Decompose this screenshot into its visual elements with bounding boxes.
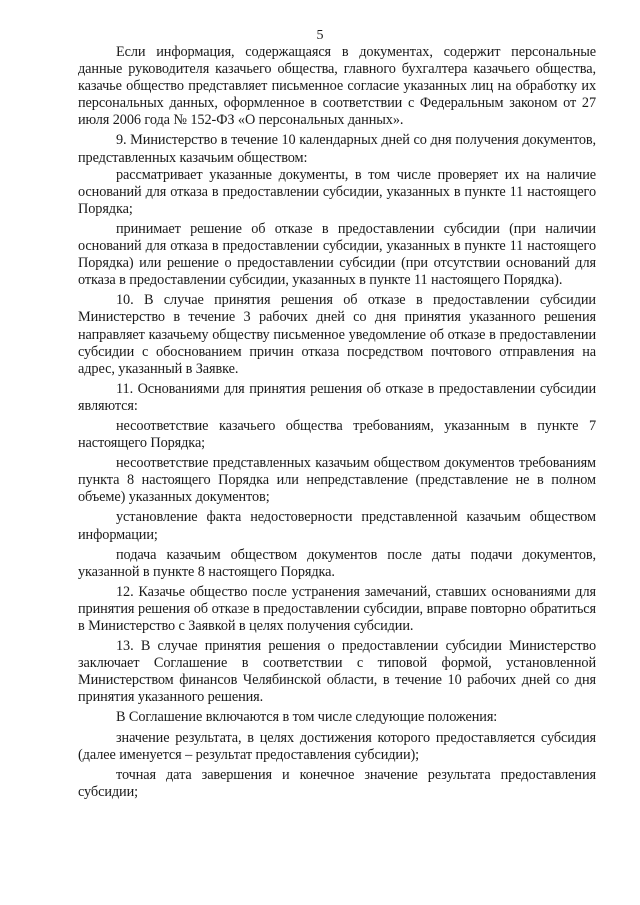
paragraph-clause-11-item-3: установление факта недостоверности представленной казачьим обществом информации; [78, 509, 596, 543]
paragraph-clause-11-item-1: несоответствие казачьего общества требованиям, указанным в пункте 7 настоящего Порядка; [78, 417, 596, 452]
paragraph-completion-date: точная дата завершения и конечное значение результата предоставления субсидии; [78, 766, 596, 800]
paragraph-agreement-provisions: В Соглашение включаются в том числе следующие положения: [116, 709, 498, 726]
paragraph-clause-9-review: рассматривает указанные документы, в том числе проверяет их на наличие оснований для отказа в предоставлении субсидии, указанных в пункте 11 настоящего Порядка; [78, 166, 596, 217]
paragraph-clause-9-decision: принимает решение об отказе в предоставлении субсидии (при наличии оснований для отказа в предоставлении субсидии, указанных в пункте 11 настоящего Порядка) или решение о предоставлении субсидии (при отсутствии оснований для отказа в предоставлении субсидии, указанных в пункте 11 настоящего Порядка). [78, 220, 596, 289]
page-number: 5 [316, 28, 324, 43]
paragraph-clause-12: 12. Казачье общество после устранения замечаний, ставших основаниями для принятия решения об отказе в предоставлении субсидии, вправе повторно обратиться в Министерство с Заявкой в целях получения субсидии. [78, 583, 596, 634]
paragraph-clause-9: 9. Министерство в течение 10 календарных дней со дня получения документов, представленных казачьим обществом: [78, 132, 596, 166]
paragraph-clause-11-item-4: подача казачьим обществом документов после даты подачи документов, указанной в пункте 8 настоящего Порядка. [78, 546, 596, 580]
paragraph-clause-10: 10. В случае принятия решения об отказе в предоставлении субсидии Министерство в течение 3 рабочих дней со дня принятия указанного решения направляет казачьему обществу письменное уведомление об отказе в предоставлении субсидии с обоснованием причин отказа посредством почтового отправления на адрес, указанный в Заявке. [78, 292, 596, 377]
paragraph-clause-11: 11. Основаниями для принятия решения об отказе в предоставлении субсидии являются: [78, 380, 596, 414]
paragraph-result-value: значение результата, в целях достижения которого предоставляется субсидия (далее именуется – результат предоставления субсидии); [78, 729, 596, 763]
paragraph-clause-13: 13. В случае принятия решения о предоставлении субсидии Министерство заключает Соглашение в соответствии с типовой формой, установленной Министерством финансов Челябинской области, в течение 10 рабочих дней со дня принятия указанного решения. [78, 638, 596, 706]
paragraph-clause-11-item-2: несоответствие представленных казачьим обществом документов требованиям пункта 8 настоящего Порядка или непредставление (представление не в полном объеме) указанных документов; [78, 455, 596, 506]
paragraph-personal-data-consent: Если информация, содержащаяся в документах, содержит персональные данные руководителя казачьего общества, главного бухгалтера казачьего общества, казачье общество представляет письменное согласие указанных лиц на обработку их персональных данных, оформленное в соответствии с Федеральным законом от 27 июля 2006 года № 152-ФЗ «О персональных данных». [78, 44, 596, 129]
document-body [78, 44, 596, 801]
